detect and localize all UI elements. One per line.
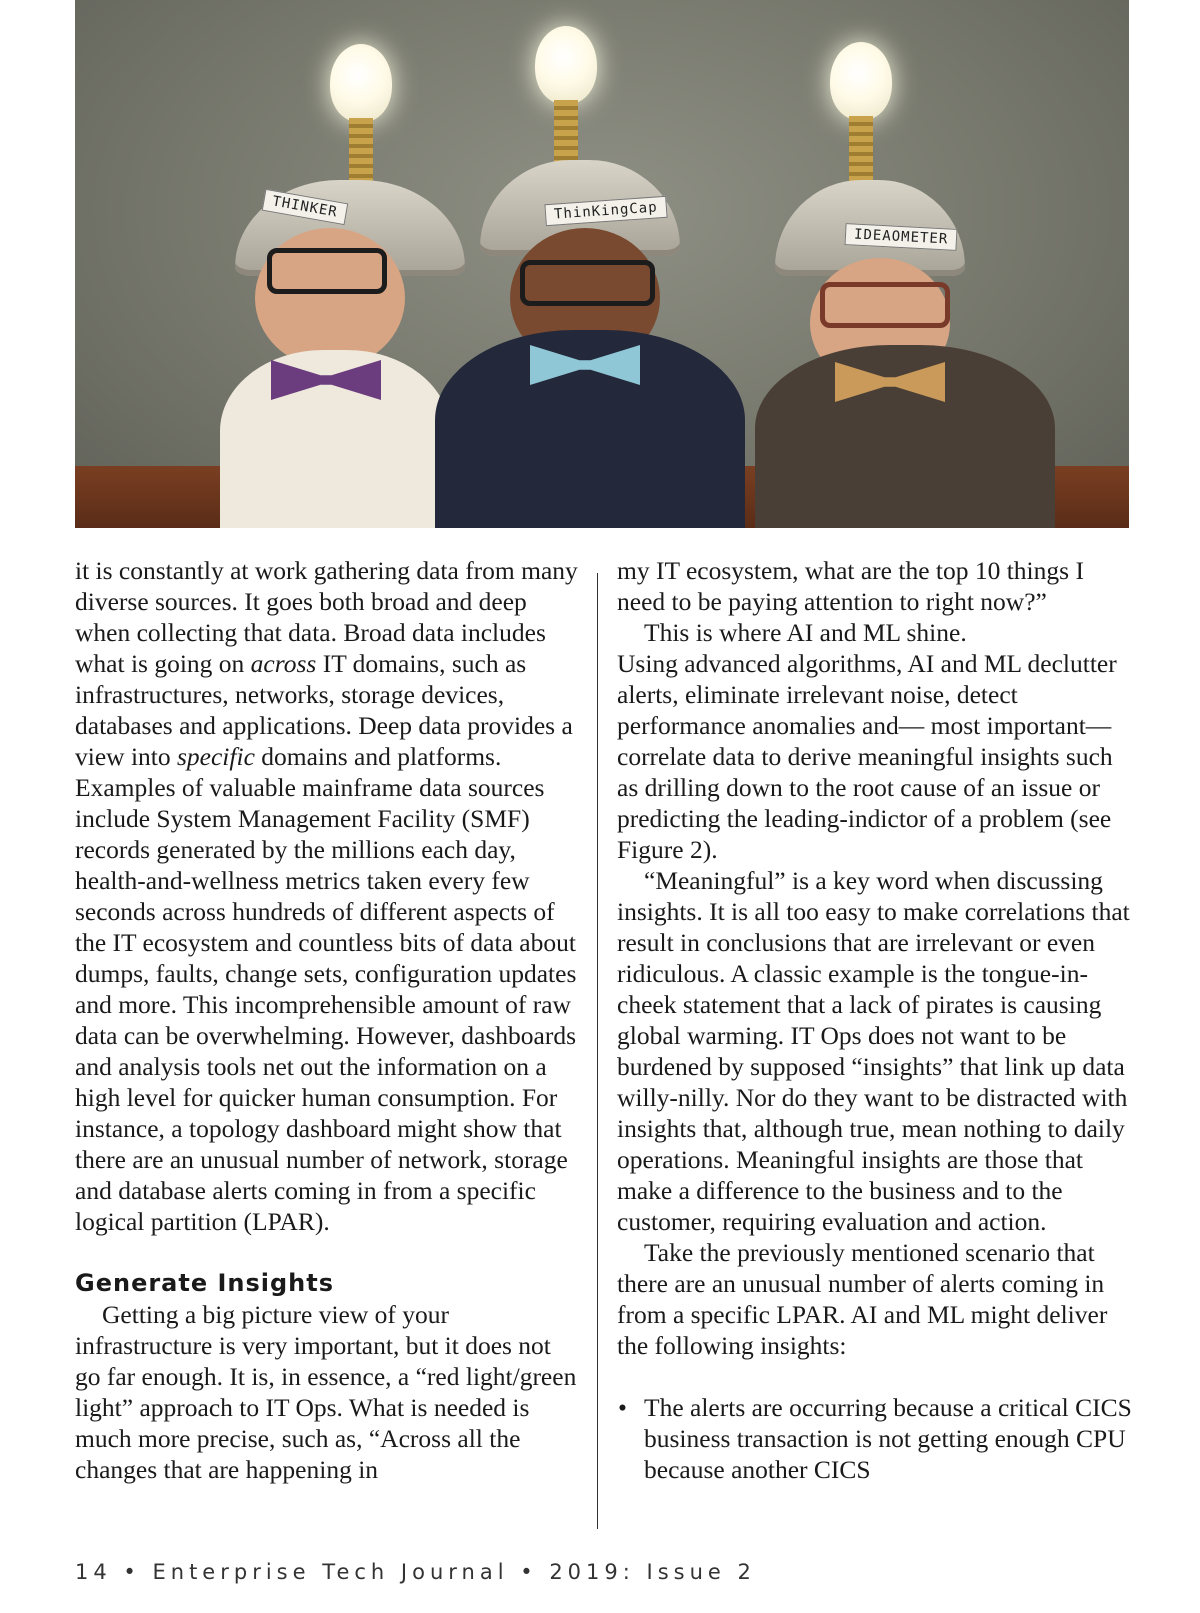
section-heading: Generate Insights — [75, 1269, 335, 1297]
helmet-label-middle: ThinKingCap — [544, 196, 667, 226]
lightbulb-icon — [535, 26, 597, 104]
paragraph-text: IT domains, such as infrastructures, networks, storage devices, databases and applications. Deep data provides a view into — [75, 649, 573, 771]
glasses-right — [820, 282, 950, 328]
body-paragraph: “Meaningful” is a key word when discussing insights. It is all too easy to make correlations that result in conclusions that are irrelevant or even ridiculous. A classic example is the tongue-in-cheek statement that a lack of pirates is causing global warming. IT Ops does not want to be burdened by supposed “insights” that link up data willy-nilly. Nor do they want to be distracted with insights that, although true, mean nothing to daily operations. Meaningful insights are those that make a difference to the business and to the customer, requiring evaluation and action. — [617, 866, 1130, 1236]
article-column-left — [75, 555, 580, 1485]
body-paragraph: This is where AI and ML shine. — [644, 618, 967, 647]
page-footer — [75, 1560, 756, 1584]
issue-label: 2019: Issue 2 — [549, 1560, 756, 1584]
footer-separator: • — [123, 1560, 141, 1584]
publication-name: Enterprise Tech Journal — [152, 1560, 509, 1584]
body-paragraph: my IT ecosystem, what are the top 10 things I need to be paying attention to right now?” — [617, 556, 1084, 616]
page-number: 14 — [75, 1560, 112, 1584]
emphasis-text: across — [250, 649, 317, 678]
helmet-label-left: THINKER — [262, 189, 349, 225]
helmet-label-right: IDEAOMETER — [845, 223, 958, 251]
body-paragraph: Take the previously mentioned scenario that there are an unusual number of alerts coming in from a specific LPAR. AI and ML might deliver the following insights: — [617, 1238, 1108, 1360]
body-paragraph: Using advanced algorithms, AI and ML declutter alerts, eliminate irrelevant noise, detect performance anomalies and— most important—correlate data to derive meaningful insights such as drilling down to the root cause of an issue or predicting the leading-indictor of a problem (see Figure 2). — [617, 649, 1117, 864]
body-paragraph — [75, 555, 580, 1237]
lightbulb-icon — [830, 42, 892, 120]
emphasis-text: specific — [177, 742, 255, 771]
child-body-right — [755, 345, 1055, 528]
paragraph-text: domains and platforms. Examples of valuable mainframe data sources include System Management Facility (SMF) records generated by the millions each day, health-and-wellness metrics taken every few seconds across hundreds of different aspects of the IT ecosystem and countless bits of data about dumps, faults, change sets, configuration updates and more. This incomprehensible amount of raw data can be overwhelming. However, dashboards and analysis tools net out the information on a high level for quicker human consumption. For instance, a topology dashboard might show that there are an unusual number of network, storage and database alerts coming in from a specific logical partition (LPAR). — [75, 742, 577, 1236]
bulb-socket — [849, 116, 873, 186]
paragraph-text: it is constantly at work gathering data from many diverse sources. It goes both broad and deep when collecting that data. Broad data includes what is going on — [75, 556, 578, 678]
footer-separator: • — [520, 1560, 538, 1584]
bulb-socket — [349, 118, 373, 188]
article-column-right — [617, 555, 1137, 1485]
glasses-middle — [520, 260, 655, 306]
column-divider — [597, 573, 598, 1529]
insight-list — [617, 1392, 1137, 1485]
hero-photo — [75, 0, 1129, 528]
lightbulb-icon — [330, 44, 392, 122]
body-paragraph: Getting a big picture view of your infrastructure is very important, but it does not go far enough. It is, in essence, a “red light/green light” approach to IT Ops. What is needed is much more precise, such as, “Across all the changes that are happening in — [75, 1300, 577, 1484]
child-body-middle — [435, 330, 745, 528]
list-item: • The alerts are occurring because a critical CICS business transaction is not getting enough CPU because another CICS — [617, 1392, 1137, 1485]
glasses-left — [267, 248, 387, 294]
